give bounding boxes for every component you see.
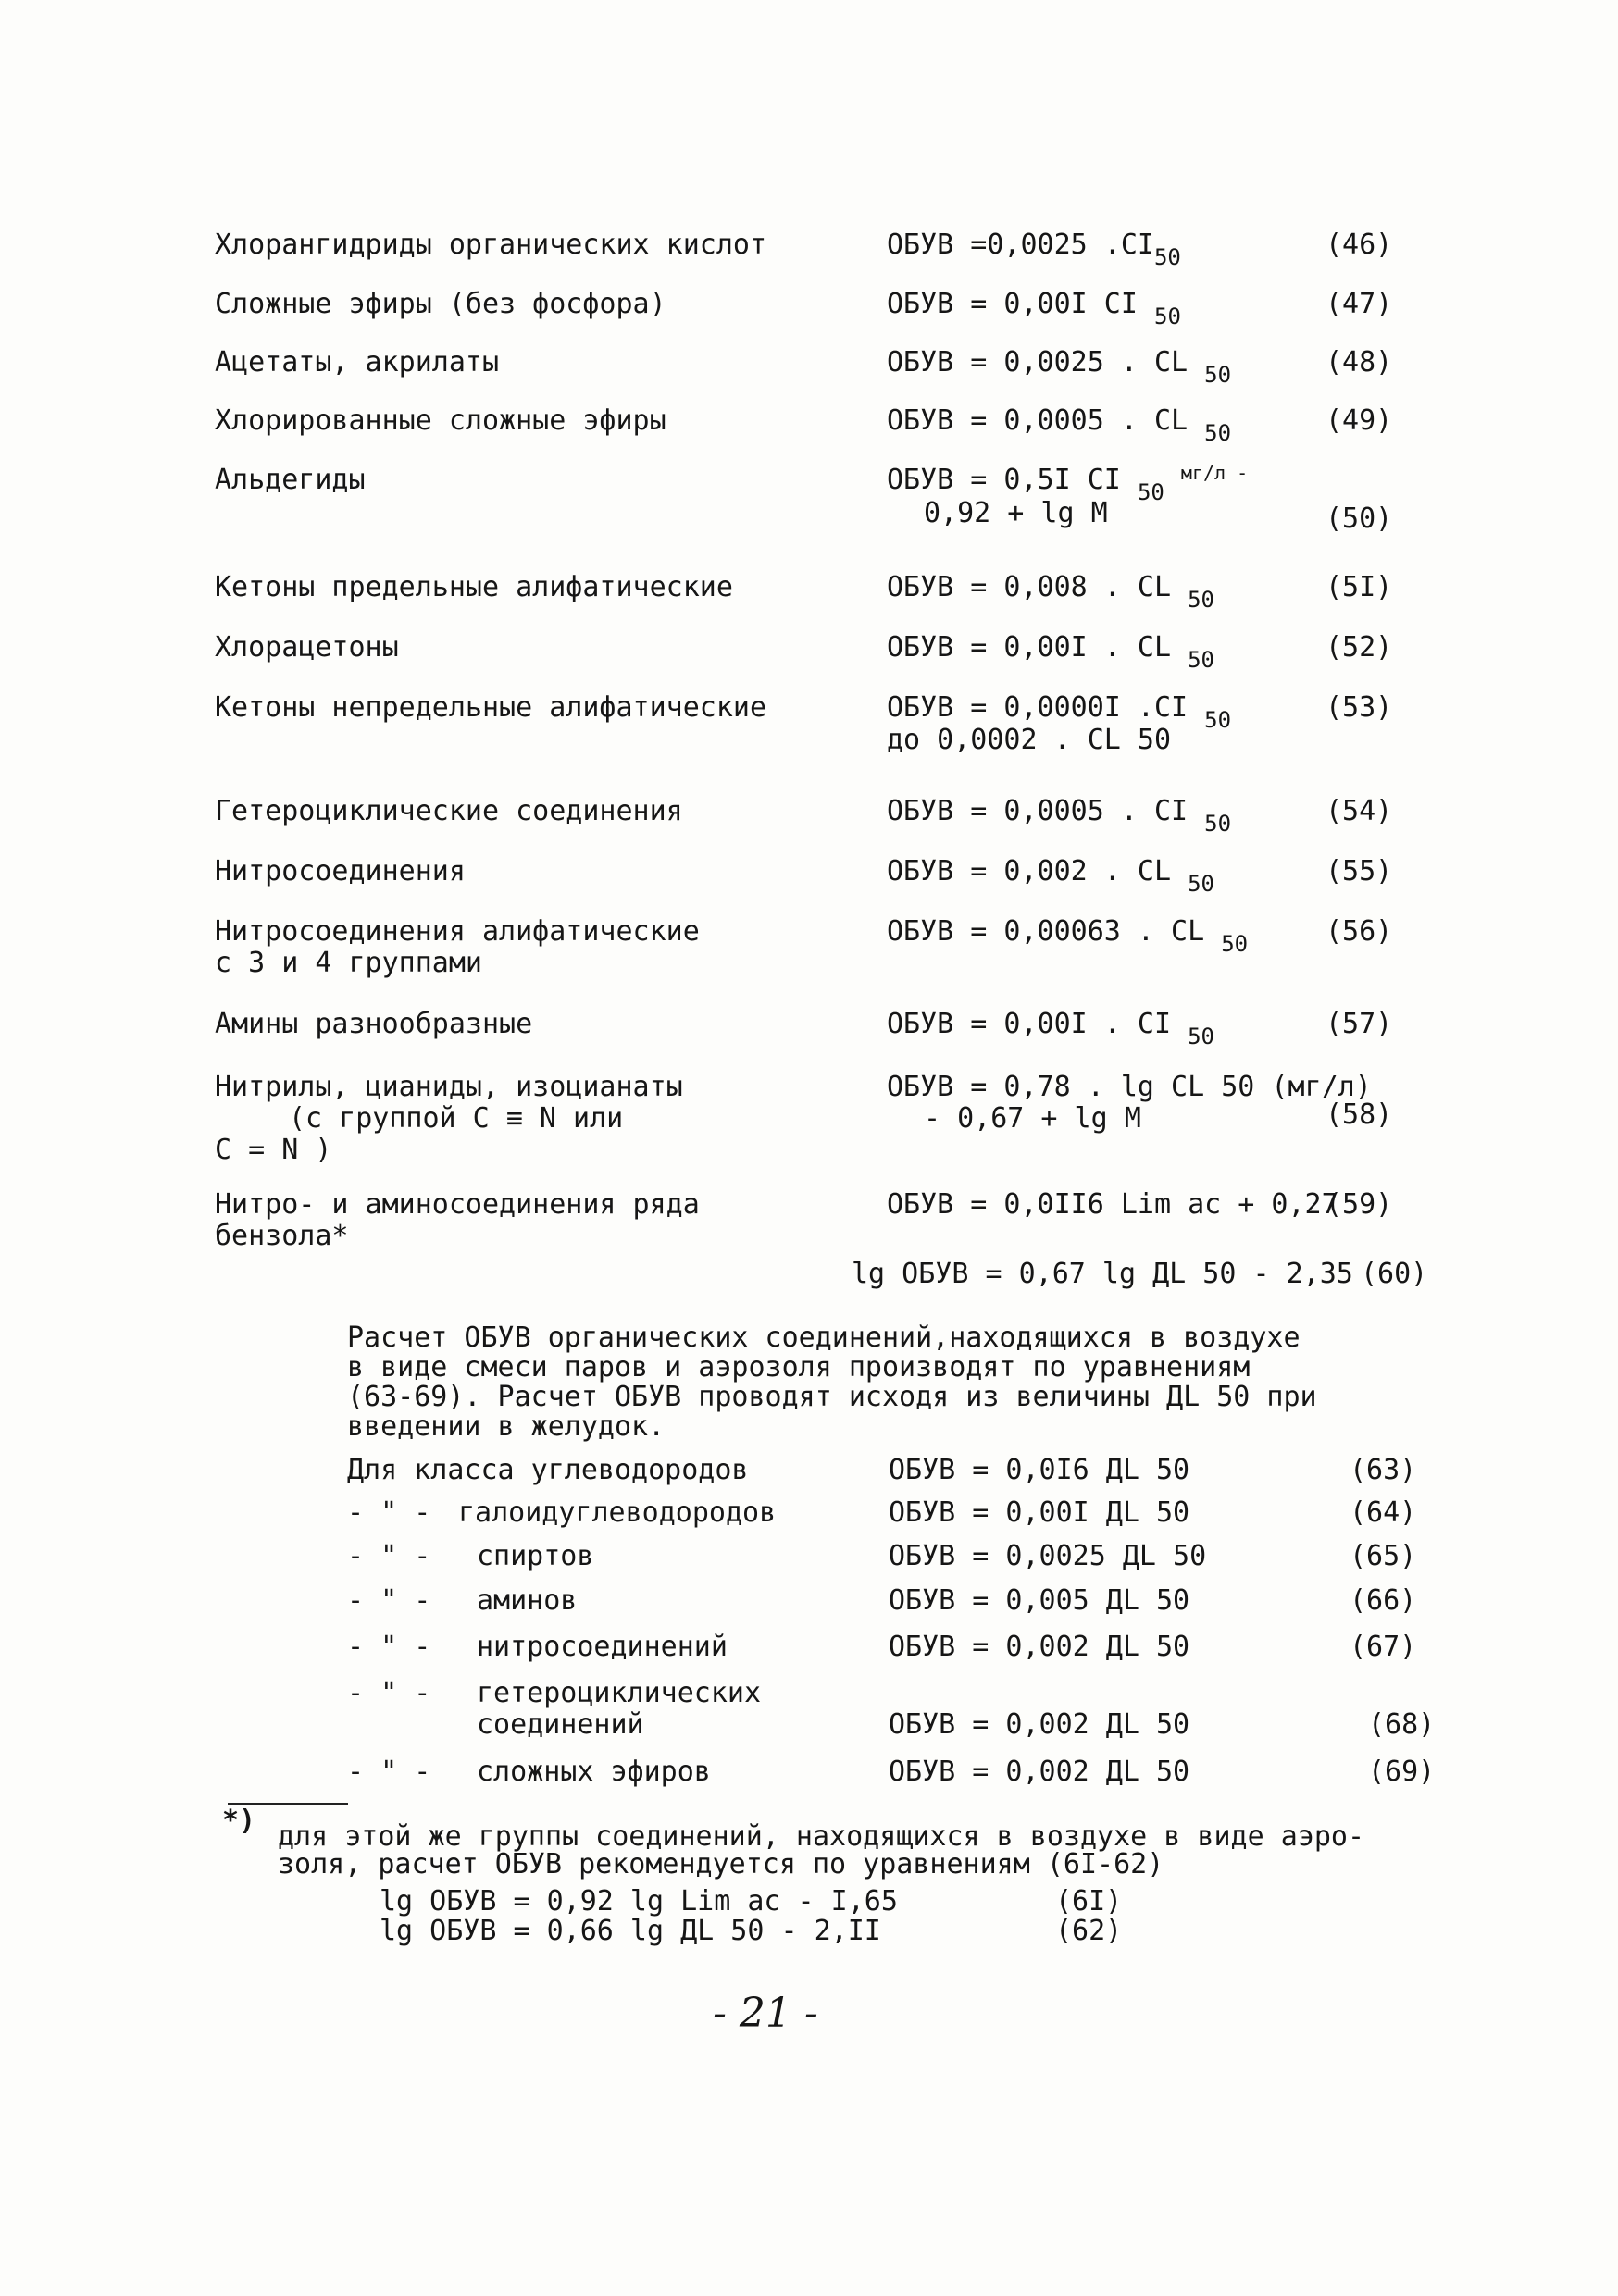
equation-row <box>0 1072 1618 1164</box>
equation-number: (46) <box>1326 229 1393 261</box>
formula: ОБУВ = 0,78 . lg CL 50 (мг/л) - 0,67 + lg M <box>887 1071 1372 1135</box>
equation-row <box>0 347 1618 403</box>
formula: ОБУВ = 0,0005 . CL $_{50}$ <box>887 404 1232 446</box>
class-label: нитросоединений <box>477 1631 728 1663</box>
equation-number: (59) <box>1326 1188 1393 1221</box>
class-label: сложных эфиров <box>477 1756 711 1788</box>
compound-class: Гетероциклические соединения <box>215 795 683 827</box>
formula: ОБУВ = 0,0025 ДL 50 <box>889 1540 1207 1572</box>
class-equation-row <box>0 1497 1618 1542</box>
compound-class: Хлорацетоны <box>215 631 399 664</box>
formula: ОБУВ = 0,00I CI $_{50}$ <box>887 288 1181 329</box>
formula: ОБУВ = 0,002 . CL $_{50}$ <box>887 855 1215 897</box>
equation-number: (55) <box>1326 855 1393 887</box>
formula: ОБУВ = 0,0025 . CL $_{50}$ <box>887 346 1232 388</box>
class-equation-row <box>0 1541 1618 1585</box>
ditto-mark: - " - <box>347 1677 431 1709</box>
compound-class: Кетоны непредельные алифатические <box>215 691 767 724</box>
compound-class: Сложные эфиры (без фосфора) <box>215 288 666 320</box>
formula: ОБУВ =0,0025 $.CI_{50}$ <box>887 229 1181 270</box>
equation-row <box>0 289 1618 344</box>
compound-class: Нитросоединения <box>215 855 466 887</box>
footnote-text: для этой же группы соединений, находящихся в воздухе в виде аэро- золя, расчет ОБУВ рекомендуется по уравнениям (6I-62) <box>278 1820 1364 1880</box>
equation-number: (6I) <box>1055 1885 1123 1917</box>
equation-row <box>0 230 1618 285</box>
page-number: - 21 - <box>713 1990 818 2037</box>
compound-class: Кетоны предельные алифатические <box>215 571 733 603</box>
equation-number: (69) <box>1368 1756 1436 1788</box>
formula: ОБУВ = 0,0II6 Lim ac + 0,27 <box>887 1188 1338 1221</box>
equation-row <box>0 572 1618 627</box>
ditto-mark: - " - <box>347 1540 431 1572</box>
equation-number: (56) <box>1326 915 1393 948</box>
equation-number: (5I) <box>1326 571 1393 603</box>
equation-number: (67) <box>1350 1631 1417 1663</box>
class-equation-row <box>0 1678 1618 1743</box>
formula: lg ОБУВ = 0,66 lg ДL 50 - 2,II <box>380 1915 881 1947</box>
formula: ОБУВ = 0,0005 . CI $_{50}$ <box>887 795 1232 837</box>
formula: ОБУВ = 0,008 . CL $_{50}$ <box>887 571 1215 613</box>
equation-row <box>0 796 1618 851</box>
body-paragraph: Расчет ОБУВ органических соединений,находящихся в воздухе в виде смеси паров и аэрозоля производят по уравнениям (63-69). Расчет ОБУВ проводят исходя из величины ДL 50 при введении в желудок. <box>347 1322 1317 1443</box>
equation-row <box>0 856 1618 912</box>
ditto-mark: - " - <box>347 1584 431 1617</box>
formula: ОБУВ = 0,5I CI $_{50}$ $^{мг/л -}$ 0,92 + lg M <box>887 462 1249 529</box>
compound-class: Альдегиды <box>215 464 366 496</box>
equation-number: (68) <box>1368 1708 1436 1741</box>
equation-row <box>0 405 1618 461</box>
equation-number: (60) <box>1361 1258 1428 1290</box>
class-equation-row <box>0 1585 1618 1630</box>
ditto-mark: - " - <box>347 1756 431 1788</box>
formula: ОБУВ = 0,002 ДL 50 <box>889 1708 1190 1741</box>
formula: ОБУВ = 0,00I . CL $_{50}$ <box>887 631 1215 673</box>
ditto-mark: - " - <box>347 1631 431 1663</box>
compound-class: Амины разнообразные <box>215 1008 533 1040</box>
class-label: Для класса углеводородов <box>347 1454 749 1486</box>
formula: ОБУВ = 0,00I ДL 50 <box>889 1496 1190 1529</box>
equation-row <box>0 692 1618 766</box>
equation-number: (63) <box>1350 1454 1417 1486</box>
compound-class: Нитросоединения алифатические с 3 и 4 группами <box>215 915 700 979</box>
formula: ОБУВ = 0,002 ДL 50 <box>889 1756 1190 1788</box>
formula: lg ОБУВ = 0,92 lg Lim ac - I,65 <box>380 1885 898 1917</box>
class-equation-row <box>0 1455 1618 1499</box>
compound-class: Хлорированные сложные эфиры <box>215 404 666 437</box>
class-equation-row <box>0 1756 1618 1801</box>
equation-row <box>0 1259 1618 1314</box>
class-label: гетероциклических соединений <box>477 1677 762 1741</box>
formula: ОБУВ = 0,00I . CI $_{50}$ <box>887 1008 1215 1049</box>
formula: ОБУВ = 0,005 ДL 50 <box>889 1584 1190 1617</box>
formula: lg ОБУВ = 0,67 lg ДL 50 - 2,35 <box>852 1258 1353 1290</box>
formula: ОБУВ = 0,00063 . CL $_{50}$ <box>887 915 1249 957</box>
equation-number: (58) <box>1326 1098 1393 1131</box>
equation-number: (62) <box>1055 1915 1123 1947</box>
equation-number: (57) <box>1326 1008 1393 1040</box>
ditto-mark: - " - <box>347 1496 431 1529</box>
equation-number: (50) <box>1326 503 1393 535</box>
equation-row <box>0 1009 1618 1064</box>
equation-number: (47) <box>1326 288 1393 320</box>
equation-row <box>0 462 1618 548</box>
compound-class: Ацетаты, акрилаты <box>215 346 500 379</box>
footnote-mark: *) <box>222 1805 256 1837</box>
equation-row <box>0 632 1618 688</box>
compound-class: Нитрилы, цианиды, изоцианаты (с группой C ≡ N или C = N ) <box>215 1071 683 1166</box>
compound-class: Нитро- и аминосоединения ряда бензола* <box>215 1188 700 1252</box>
equation-row <box>0 916 1618 981</box>
equation-number: (54) <box>1326 795 1393 827</box>
equation-number: (49) <box>1326 404 1393 437</box>
formula: ОБУВ = 0,0I6 ДL 50 <box>889 1454 1190 1486</box>
equation-number: (66) <box>1350 1584 1417 1617</box>
class-label: галоидуглеводородов <box>458 1496 777 1529</box>
equation-number: (48) <box>1326 346 1393 379</box>
class-equation-row <box>0 1632 1618 1676</box>
equation-number: (52) <box>1326 631 1393 664</box>
class-label: аминов <box>477 1584 578 1617</box>
formula: ОБУВ = 0,002 ДL 50 <box>889 1631 1190 1663</box>
equation-number: (65) <box>1350 1540 1417 1572</box>
class-label: спиртов <box>477 1540 594 1572</box>
compound-class: Хлорангидриды органических кислот <box>215 229 767 261</box>
equation-number: (53) <box>1326 691 1393 724</box>
equation-number: (64) <box>1350 1496 1417 1529</box>
equation-row <box>0 1189 1618 1254</box>
formula: ОБУВ = 0,0000I .CI $_{50}$ до 0,0002 . CL 50 <box>887 691 1232 756</box>
